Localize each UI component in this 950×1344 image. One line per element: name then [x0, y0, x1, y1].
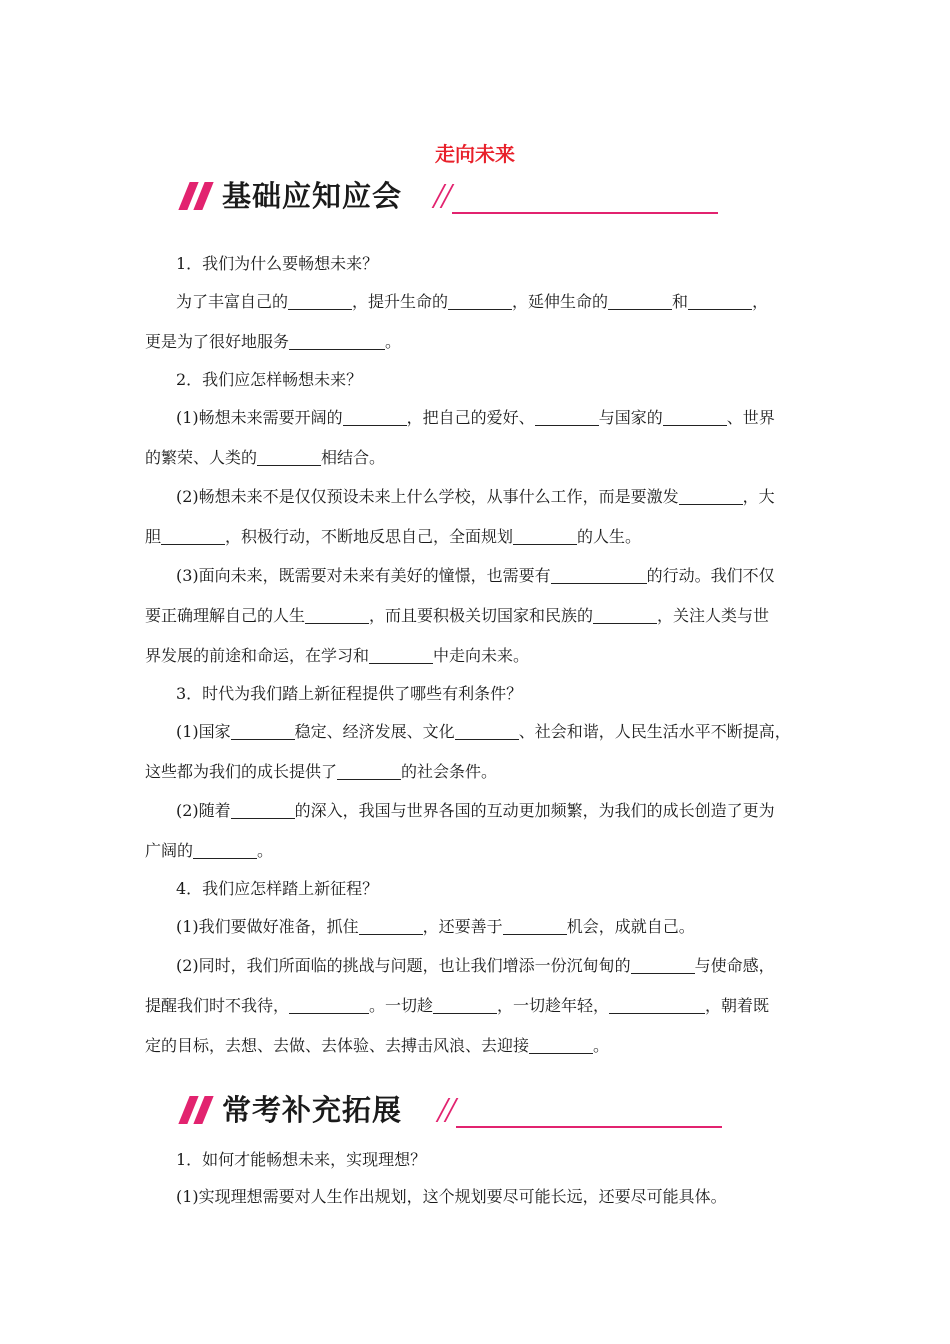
question-1-line-1: 为了丰富自己的 ，提升生命的 ，延伸生命的 和 ，	[176, 292, 769, 311]
fill-blank	[448, 293, 512, 310]
question-3-part-1-line-1: (1)国家 稳定、经济发展、文化 、社会和谐，人民生活水平不断提高，	[176, 722, 791, 741]
question-3-part-2-line-1: (2)随着 的深入，我国与世界各国的互动更加频繁，为我们的成长创造了更为	[176, 801, 775, 820]
banner-stroke-icon	[432, 184, 447, 208]
fill-blank	[663, 409, 727, 426]
question-2-part-2-line-1: (2)畅想未来不是仅仅预设未来上什么学校，从事什么工作，而是要激发 ，大	[176, 487, 775, 506]
extension-part-1: (1)实现理想需要对人生作出规划，这个规划要尽可能长远，还要尽可能具体。	[176, 1187, 727, 1206]
fill-blank	[343, 409, 407, 426]
fill-blank	[231, 802, 295, 819]
fill-blank	[688, 293, 752, 310]
fill-blank	[593, 607, 657, 624]
question-2-part-3-line-1: (3)面向未来，既需要对未来有美好的憧憬，也需要有 的行动。我们不仅	[176, 566, 775, 585]
question-1-heading: 1．我们为什么要畅想未来？	[176, 254, 379, 273]
fill-blank	[609, 997, 705, 1014]
fill-blank	[288, 293, 352, 310]
fill-blank	[513, 528, 577, 545]
fill-blank	[289, 997, 369, 1014]
section-banner-extension	[176, 1090, 736, 1134]
page-title: 走向未来	[435, 142, 515, 166]
banner-underline	[456, 1126, 722, 1128]
question-4-heading: 4．我们应怎样踏上新征程？	[176, 879, 379, 898]
question-2-part-3-line-2: 要正确理解自己的人生 ，而且要积极关切国家和民族的 ，关注人类与世	[145, 606, 770, 625]
extension-question-heading: 1．如何才能畅想未来，实现理想？	[176, 1150, 427, 1169]
question-4-part-2-line-2: 提醒我们时不我待， 。一切趁 ，一切趁年轻， ，朝着既	[145, 996, 770, 1015]
question-2-part-2-line-2: 胆 ，积极行动，不断地反思自己，全面规划 的人生。	[145, 527, 642, 546]
fill-blank	[433, 997, 497, 1014]
question-2-part-1-line-2: 的繁荣、人类的 相结合。	[145, 448, 386, 467]
section-heading-extension: 常考补充拓展	[222, 1093, 403, 1127]
fill-blank	[231, 723, 295, 740]
fill-blank	[161, 528, 225, 545]
question-2-part-3-line-3: 界发展的前途和命运，在学习和 中走向未来。	[145, 646, 530, 665]
question-4-part-2-line-1: (2)同时，我们所面临的挑战与问题，也让我们增添一份沉甸甸的 与使命感，	[176, 956, 775, 975]
fill-blank	[551, 567, 647, 584]
fill-blank	[369, 647, 433, 664]
question-3-heading: 3．时代为我们踏上新征程提供了哪些有利条件？	[176, 684, 523, 703]
fill-blank	[679, 488, 743, 505]
question-1-line-2: 更是为了很好地服务 。	[145, 332, 402, 351]
fill-blank	[337, 763, 401, 780]
fill-blank	[503, 918, 567, 935]
fill-blank	[455, 723, 519, 740]
section-heading-basics: 基础应知应会	[222, 179, 403, 213]
question-2-heading: 2．我们应怎样畅想未来？	[176, 370, 363, 389]
question-4-part-1-line-1: (1)我们要做好准备，抓住 ，还要善于 机会，成就自己。	[176, 917, 695, 936]
banner-stroke-icon	[436, 1098, 451, 1122]
question-2-part-1-line-1: (1)畅想未来需要开阔的 ，把自己的爱好、 与国家的 、世界	[176, 408, 775, 427]
fill-blank	[631, 957, 695, 974]
fill-blank	[535, 409, 599, 426]
fill-blank	[529, 1037, 593, 1054]
question-3-part-1-line-2: 这些都为我们的成长提供了 的社会条件。	[145, 762, 498, 781]
banner-underline	[452, 212, 718, 214]
fill-blank	[289, 333, 385, 350]
section-banner-basics	[176, 176, 736, 220]
question-3-part-2-line-2: 广阔的 。	[145, 841, 274, 860]
fill-blank	[608, 293, 672, 310]
fill-blank	[305, 607, 369, 624]
fill-blank	[359, 918, 423, 935]
question-4-part-2-line-3: 定的目标，去想、去做、去体验、去搏击风浪、去迎接 。	[145, 1036, 610, 1055]
fill-blank	[257, 449, 321, 466]
fill-blank	[193, 842, 257, 859]
